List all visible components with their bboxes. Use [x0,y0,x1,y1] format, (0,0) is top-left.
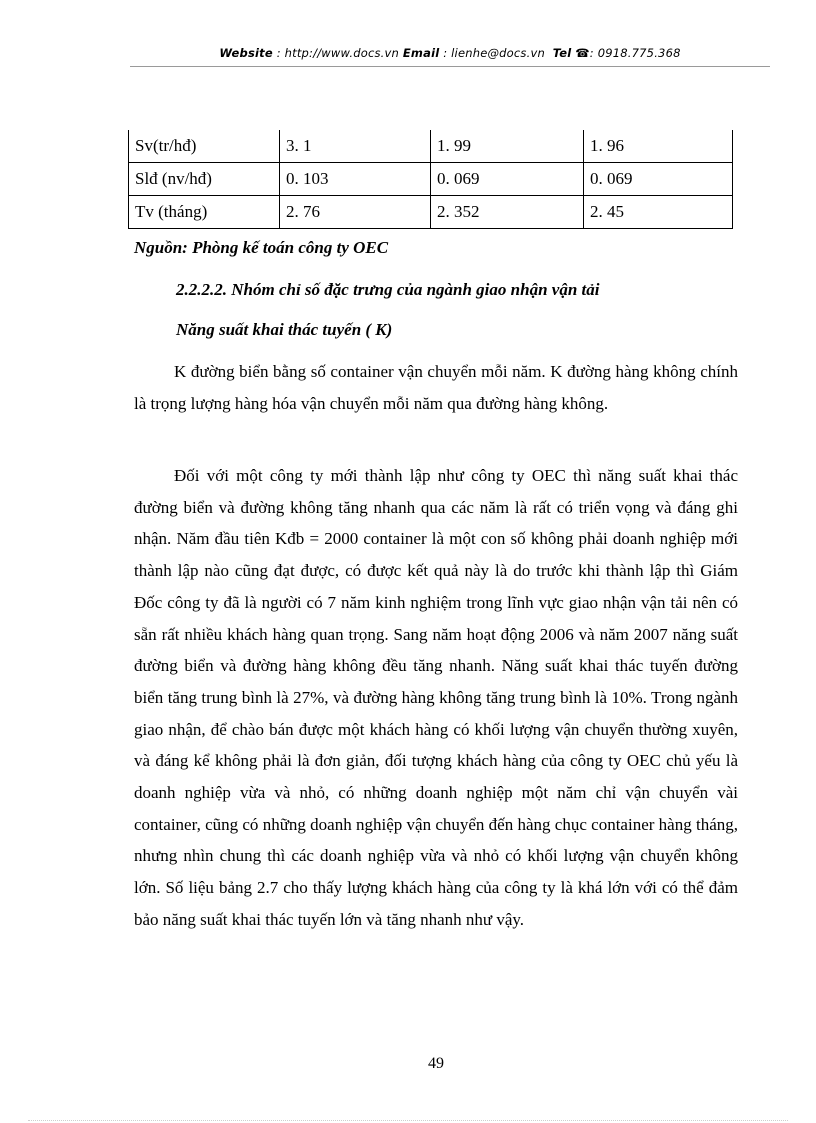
phone-icon: ☎ [575,46,590,60]
stats-table [128,130,733,229]
page-number: 49 [428,1055,444,1072]
section-heading: 2.2.2.2. Nhóm chỉ số đặc trưng của ngành giao nhận vận tải [176,280,600,299]
table-row [129,196,733,229]
table-cell: 2. 45 [584,196,733,229]
header-divider [130,66,770,67]
body-paragraph: K đường biển bằng số container vận chuyển mỗi năm. K đường hàng không chính là trọng lượng hàng hóa vận chuyển mỗi năm qua đường hàng không. [134,362,738,413]
table-cell: 2. 76 [280,196,431,229]
table-source-note: Nguồn: Phòng kế toán công ty OEC [134,238,389,257]
table-cell: 0. 103 [280,163,431,196]
email-address[interactable]: : lienhe@docs.vn [443,46,545,60]
table-cell: 1. 99 [431,130,584,163]
table-cell: Tv (tháng) [129,196,280,229]
table-row [129,163,733,196]
email-label: Email [402,46,440,60]
table-row [129,130,733,163]
table-cell: Slđ (nv/hđ) [129,163,280,196]
page-header [132,46,768,60]
page-bottom-divider [28,1120,788,1121]
table-cell: 1. 96 [584,130,733,163]
tel-label: Tel [552,46,572,60]
table-cell: Sv(tr/hđ) [129,130,280,163]
table-cell: 0. 069 [431,163,584,196]
table-cell: 3. 1 [280,130,431,163]
website-label: Website [219,46,273,60]
table-cell: 2. 352 [431,196,584,229]
phone-number: : 0918.775.368 [589,46,681,60]
website-url[interactable]: : http://www.docs.vn [276,46,400,60]
table-cell: 0. 069 [584,163,733,196]
body-paragraph: Đối với một công ty mới thành lập như công ty OEC thì năng suất khai thác đường biển và đường không tăng nhanh qua các năm là rất có triển vọng và đáng ghi nhận. Năm đầu tiên Kđb = 2000 container là một con số không phải doanh nghiệp mới thành lập nào cũng đạt được, có được kết quả này là do trước khi thành lập thì Giám Đốc công ty đã là người có 7 năm kinh nghiệm trong lĩnh vực giao nhận vận tải nên có sẵn rất nhiều khách hàng quan trọng. Sang năm hoạt động 2006 và năm 2007 năng suất đường biển và đường hàng không đều tăng nhanh. Năng suất khai thác tuyến đường biển tăng trung bình là 27%, và đường hàng không tăng trung bình là 10%. Trong ngành giao nhận, để chào bán được một khách hàng có khối lượng vận chuyển thường xuyên, và đáng kể không phải là đơn giản, đối tượng khách hàng của công ty OEC chủ yếu là doanh nghiệp vừa và nhỏ, có những doanh nghiệp một năm chỉ vận chuyển vài container, cũng có những doanh nghiệp vận chuyển đến hàng chục container hàng tháng, nhưng nhìn chung thì các doanh nghiệp vừa và nhỏ có khối lượng vận chuyển không lớn. Số liệu bảng 2.7 cho thấy lượng khách hàng của công ty là khá lớn với có thể đảm bảo năng suất khai thác tuyến lớn và tăng nhanh như vậy. [134,466,738,929]
subsection-heading: Năng suất khai thác tuyến ( K) [176,320,393,339]
